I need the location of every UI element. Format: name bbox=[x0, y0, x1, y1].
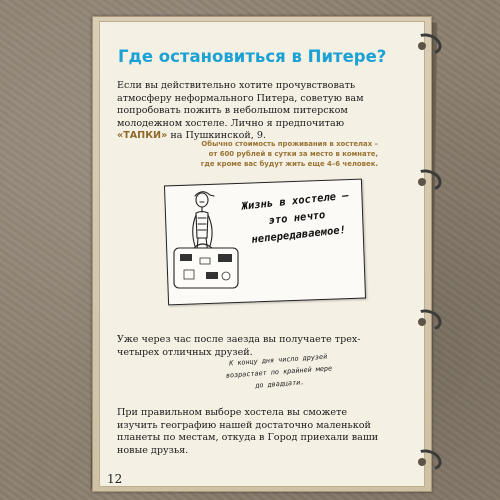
page-number: 12 bbox=[107, 472, 123, 486]
caption-line: это нечто bbox=[268, 209, 326, 227]
intro-address: на Пушкинской, 9. bbox=[167, 130, 266, 142]
note-line: К концу дня число друзей bbox=[228, 352, 328, 368]
note-line: до двадцати. bbox=[255, 378, 305, 390]
intro-text: Если вы действительно хотите прочувствовать атмосферу неформального Питера, советую вам попробовать пожить в небольшом питерском молодежном хостеле. Лично я предпочитаю bbox=[117, 80, 364, 129]
hostel-name: «ТАПКИ» bbox=[117, 130, 168, 142]
tip-line: где кроме вас будут жить еще 4–6 человек. bbox=[200, 160, 378, 168]
note-line: возрастает по крайней мере bbox=[225, 364, 333, 380]
geography-paragraph: При правильном выборе хостела вы сможете изучить географию нашей достаточно маленькой планеты по местам, откуда в Город приехали ваши новые друзья. bbox=[117, 407, 379, 456]
intro-paragraph bbox=[117, 80, 377, 143]
price-tip bbox=[168, 139, 378, 169]
caption-line: непередаваемое! bbox=[250, 223, 347, 246]
friends-paragraph: Уже через час после заезда вы получаете трех-четырех отличных друзей. bbox=[117, 334, 361, 358]
page-title: Где остановиться в Питере? bbox=[118, 47, 387, 66]
caption-line: Жизнь в хостеле – bbox=[241, 189, 350, 213]
tip-line: от 600 рублей в сутки за место в комнате, bbox=[208, 150, 378, 158]
tip-line: Обычно стоимость проживания в хостелах – bbox=[201, 140, 378, 148]
